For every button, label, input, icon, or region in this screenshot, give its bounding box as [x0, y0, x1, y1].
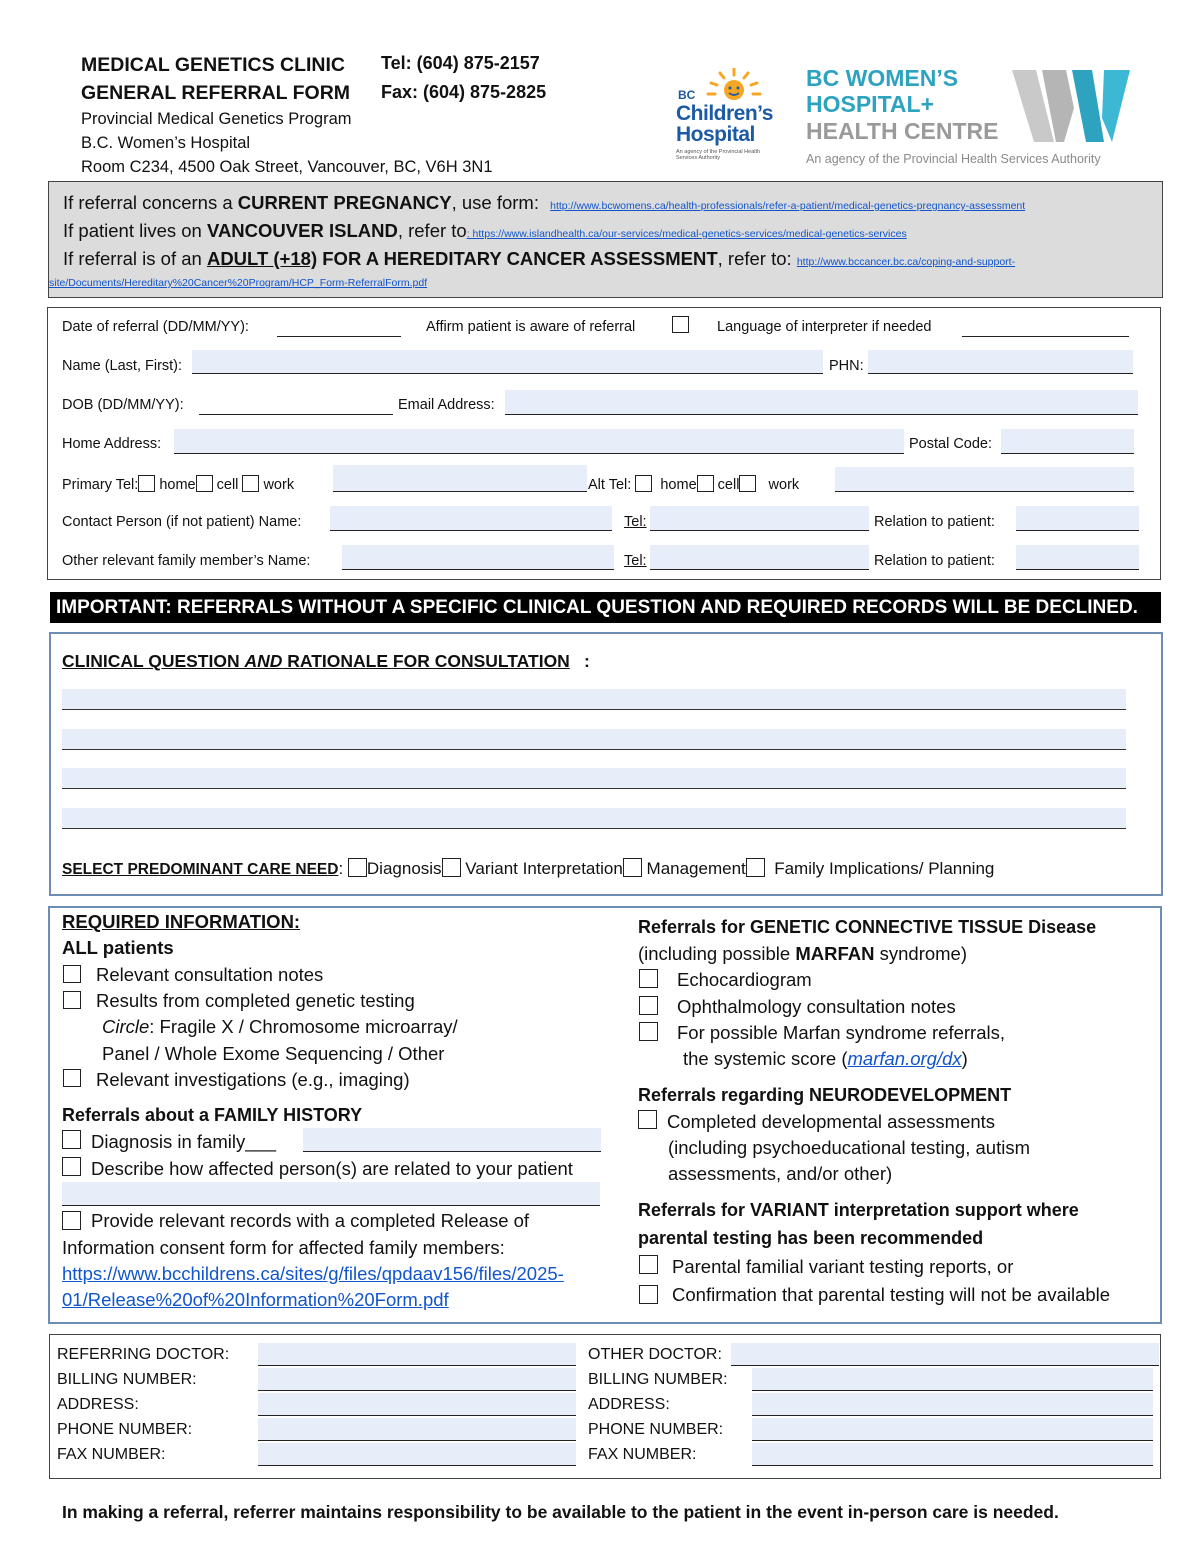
- alt-work-checkbox[interactable]: [739, 475, 756, 492]
- clinic-title: MEDICAL GENETICS CLINIC: [81, 54, 345, 76]
- clinical-question-colon: :: [584, 651, 590, 671]
- investigations-checkbox[interactable]: [63, 1069, 81, 1087]
- contact-relation-field[interactable]: [1016, 506, 1139, 531]
- bcch-name-1: Children’s: [676, 102, 773, 125]
- alt-cell-checkbox[interactable]: [697, 475, 714, 492]
- cancer-link-2[interactable]: site/Documents/Hereditary%20Cancer%20Program/HCP_Form-ReferralForm.pdf: [49, 277, 428, 289]
- management-checkbox[interactable]: [623, 858, 642, 877]
- email-label: Email Address:: [398, 397, 495, 413]
- primary-tel-label: Primary Tel:: [62, 477, 139, 493]
- echocardiogram-label: Echocardiogram: [677, 969, 812, 990]
- referring-fax-field[interactable]: [258, 1443, 576, 1466]
- alt-home-checkbox[interactable]: [635, 475, 652, 492]
- referring-phone-field[interactable]: [258, 1418, 576, 1441]
- bcch-name-2: Hospital: [676, 123, 755, 146]
- systemic-score-line: the systemic score (marfan.org/dx): [683, 1048, 968, 1069]
- family-relation-field[interactable]: [1016, 545, 1139, 570]
- other-fax-label: FAX NUMBER:: [588, 1446, 697, 1463]
- bcch-bc: BC: [678, 88, 696, 102]
- hospital-name: B.C. Women’s Hospital: [81, 134, 251, 152]
- other-address-field[interactable]: [752, 1393, 1153, 1416]
- other-billing-field[interactable]: [752, 1368, 1153, 1391]
- consultation-notes-label: Relevant consultation notes: [96, 964, 324, 985]
- clinic-fax: Fax: (604) 875-2825: [381, 82, 547, 102]
- name-label: Name (Last, First):: [62, 358, 183, 374]
- describe-relation-label: Describe how affected person(s) are related to your patient: [91, 1158, 573, 1179]
- referring-address-label: ADDRESS:: [57, 1396, 139, 1413]
- variant-interpretation-label: Variant Interpretation: [465, 859, 623, 878]
- parental-unavailable-label: Confirmation that parental testing will not be available: [672, 1284, 1111, 1305]
- other-billing-label: BILLING NUMBER:: [588, 1371, 728, 1388]
- bcch-subtitle: An agency of the Provincial Health Services Authority: [676, 149, 761, 161]
- bcw-line-3: HEALTH CENTRE: [806, 118, 999, 144]
- referring-phone-label: PHONE NUMBER:: [57, 1421, 193, 1438]
- alt-work-label: work: [768, 477, 800, 493]
- other-phone-field[interactable]: [752, 1418, 1153, 1441]
- bcw-w-mark-icon: [1012, 68, 1132, 144]
- family-member-label: Other relevant family member’s Name:: [62, 553, 311, 569]
- dob-field[interactable]: [199, 397, 393, 415]
- parental-reports-checkbox[interactable]: [639, 1255, 658, 1274]
- primary-home-checkbox[interactable]: [138, 475, 155, 492]
- alt-tel-row: [588, 475, 799, 493]
- sun-icon: [698, 68, 768, 102]
- cancer-link-1[interactable]: http://www.bccancer.bc.ca/coping-and-support-: [796, 256, 1016, 268]
- dob-label: DOB (DD/MM/YY):: [62, 397, 184, 413]
- developmental-label: Completed developmental assessments: [667, 1111, 996, 1132]
- email-field[interactable]: [505, 390, 1138, 415]
- bcch-logo: [676, 66, 796, 170]
- alt-home-label: home: [660, 477, 697, 493]
- contact-label: Contact Person (if not patient) Name:: [62, 514, 302, 530]
- contact-tel-label: Tel:: [624, 514, 647, 530]
- other-address-label: ADDRESS:: [588, 1396, 670, 1413]
- family-implications-checkbox[interactable]: [746, 858, 765, 877]
- bcw-line-1: BC WOMEN’S: [806, 65, 959, 91]
- affirm-label: Affirm patient is aware of referral: [426, 319, 636, 335]
- clinic-address: Room C234, 4500 Oak Street, Vancouver, BC, V6H 3N1: [81, 158, 493, 176]
- alt-tel-field[interactable]: [835, 467, 1134, 492]
- developmental-detail-1: (including psychoeducational testing, autism: [668, 1137, 1030, 1158]
- clinical-line-4[interactable]: [62, 808, 1126, 829]
- echocardiogram-checkbox[interactable]: [639, 969, 658, 988]
- family-implications-label: Family Implications/ Planning: [774, 859, 995, 878]
- referring-doctor-label: REFERRING DOCTOR:: [57, 1346, 230, 1363]
- family-history-title: Referrals about a FAMILY HISTORY: [62, 1105, 363, 1125]
- developmental-detail-2: assessments, and/or other): [668, 1163, 893, 1184]
- referring-doctor-field[interactable]: [258, 1343, 576, 1366]
- notice-box: [48, 181, 1163, 298]
- genetic-results-checkbox[interactable]: [63, 991, 81, 1009]
- other-doctor-field[interactable]: [731, 1343, 1159, 1366]
- marfan-score-checkbox[interactable]: [639, 1022, 658, 1041]
- clinical-line-2[interactable]: [62, 729, 1126, 750]
- referring-fax-label: FAX NUMBER:: [57, 1446, 166, 1463]
- home-address-field[interactable]: [174, 429, 904, 454]
- diagnosis-checkbox[interactable]: [348, 858, 367, 877]
- primary-cell-label: cell: [216, 477, 239, 493]
- contact-relation-label: Relation to patient:: [874, 514, 995, 530]
- care-need-label: SELECT PREDOMINANT CARE NEED: [62, 861, 339, 878]
- parental-reports-label: Parental familial variant testing reports, or: [672, 1256, 1014, 1277]
- marfan-subtitle: (including possible MARFAN syndrome): [638, 943, 968, 964]
- genetic-results-label: Results from completed genetic testing: [96, 990, 415, 1011]
- postal-field[interactable]: [1001, 429, 1134, 454]
- primary-cell-checkbox[interactable]: [196, 475, 213, 492]
- connective-tissue-title: Referrals for GENETIC CONNECTIVE TISSUE Disease: [638, 917, 1097, 937]
- interpreter-label: Language of interpreter if needed: [717, 319, 932, 335]
- variant-interpretation-checkbox[interactable]: [442, 858, 461, 877]
- neurodevelopment-title: Referrals regarding NEURODEVELOPMENT: [638, 1085, 1012, 1105]
- contact-tel-field[interactable]: [650, 506, 869, 531]
- circle-options-1: Circle: Fragile X / Chromosome microarray/: [102, 1016, 458, 1037]
- primary-tel-row: [62, 475, 294, 493]
- diagnosis-in-family-field[interactable]: [303, 1128, 601, 1152]
- parental-unavailable-checkbox[interactable]: [639, 1285, 658, 1304]
- consultation-notes-checkbox[interactable]: [63, 965, 81, 983]
- phn-label: PHN:: [829, 358, 864, 374]
- release-form-link-1[interactable]: https://www.bcchildrens.ca/sites/g/files/qpdaav156/files/2025-: [62, 1263, 564, 1284]
- ophthalmology-label: Ophthalmology consultation notes: [677, 996, 956, 1017]
- referring-address-field[interactable]: [258, 1393, 576, 1416]
- phn-field[interactable]: [868, 350, 1133, 374]
- notice-pregnancy: If referral concerns a CURRENT PREGNANCY, use form: http://www.bcwomens.ca/health-professionals/refer-a-patient/medical-genetics-pregnancy-assessment: [63, 192, 1026, 213]
- family-tel-label: Tel:: [624, 553, 647, 569]
- referring-billing-field[interactable]: [258, 1368, 576, 1391]
- family-tel-field[interactable]: [650, 545, 869, 570]
- notice-cancer: If referral is of an ADULT (+18) FOR A HEREDITARY CANCER ASSESSMENT, refer to: http://www.bccancer.bc.ca/coping-and-support-: [63, 248, 1016, 269]
- clinical-question-title: CLINICAL QUESTION AND RATIONALE FOR CONSULTATION: [62, 651, 570, 671]
- important-banner: IMPORTANT: REFERRALS WITHOUT A SPECIFIC CLINICAL QUESTION AND REQUIRED RECORDS WILL BE DECLINED.: [50, 592, 1161, 623]
- form-title: GENERAL REFERRAL FORM: [81, 82, 351, 104]
- referring-billing-label: BILLING NUMBER:: [57, 1371, 197, 1388]
- developmental-checkbox[interactable]: [638, 1110, 657, 1129]
- required-title: REQUIRED INFORMATION:: [62, 911, 301, 932]
- date-label: Date of referral (DD/MM/YY):: [62, 319, 249, 335]
- other-phone-label: PHONE NUMBER:: [588, 1421, 724, 1438]
- alt-cell-label: cell: [717, 477, 740, 493]
- other-doctor-label: OTHER DOCTOR:: [588, 1346, 722, 1363]
- primary-tel-field[interactable]: [333, 465, 587, 492]
- other-fax-field[interactable]: [752, 1443, 1153, 1466]
- family-member-name-field[interactable]: [342, 545, 614, 570]
- pregnancy-link[interactable]: http://www.bcwomens.ca/health-professionals/refer-a-patient/medical-genetics-pregnancy-assessment: [550, 200, 1026, 212]
- bcw-subtitle: An agency of the Provincial Health Services Authority: [806, 152, 1101, 166]
- care-need-row: SELECT PREDOMINANT CARE NEED: Diagnosis Variant Interpretation Management Family Implications/ Planning: [62, 859, 995, 878]
- contact-name-field[interactable]: [330, 506, 612, 531]
- clinical-line-3[interactable]: [62, 768, 1126, 789]
- diagnosis-in-family-checkbox[interactable]: [62, 1130, 81, 1149]
- variant-title-1: Referrals for VARIANT interpretation support where: [638, 1200, 1079, 1220]
- primary-work-checkbox[interactable]: [242, 475, 259, 492]
- all-patients-title: ALL patients: [62, 937, 174, 958]
- family-relation-label: Relation to patient:: [874, 553, 995, 569]
- date-field[interactable]: [277, 319, 401, 337]
- marfan-score-label: For possible Marfan syndrome referrals,: [677, 1022, 1005, 1043]
- clinical-line-1[interactable]: [62, 689, 1126, 710]
- release-records-label-1: Provide relevant records with a completed Release of: [91, 1210, 530, 1231]
- alt-tel-label: Alt Tel:: [588, 477, 632, 493]
- primary-home-label: home: [159, 477, 196, 493]
- footer-statement: In making a referral, referrer maintains responsibility to be available to the patient in the event in-person care is needed.: [62, 1502, 1059, 1522]
- interpreter-field[interactable]: [962, 319, 1129, 337]
- describe-relation-checkbox[interactable]: [62, 1157, 81, 1176]
- variant-title-2: parental testing has been recommended: [638, 1228, 984, 1248]
- name-field[interactable]: [192, 350, 823, 374]
- management-label: Management: [646, 859, 746, 878]
- notice-island: If patient lives on VANCOUVER ISLAND, refer to: https://www.islandhealth.ca/our-services/medical-genetics-services/medical-genetics-services: [63, 220, 907, 241]
- circle-options-2: Panel / Whole Exome Sequencing / Other: [102, 1043, 445, 1064]
- investigations-label: Relevant investigations (e.g., imaging): [96, 1069, 410, 1090]
- diagnosis-in-family-label: Diagnosis in family___: [91, 1131, 277, 1152]
- marfan-link[interactable]: marfan.org/dx: [847, 1048, 962, 1069]
- ophthalmology-checkbox[interactable]: [639, 996, 658, 1015]
- island-link[interactable]: : https://www.islandhealth.ca/our-services/medical-genetics-services/medical-genetics-services: [466, 228, 907, 240]
- clinic-tel: Tel: (604) 875-2157: [381, 53, 540, 73]
- affirm-checkbox[interactable]: [672, 316, 689, 333]
- describe-relation-field[interactable]: [62, 1182, 600, 1206]
- primary-work-label: work: [263, 477, 295, 493]
- diagnosis-label: Diagnosis: [366, 859, 442, 878]
- release-records-checkbox[interactable]: [62, 1211, 81, 1230]
- release-records-label-2: Information consent form for affected family members:: [62, 1237, 505, 1258]
- bcw-line-2: HOSPITAL+: [806, 91, 935, 117]
- release-form-link-2[interactable]: 01/Release%20of%20Information%20Form.pdf: [62, 1289, 449, 1310]
- postal-label: Postal Code:: [909, 436, 993, 452]
- program-name: Provincial Medical Genetics Program: [81, 110, 352, 128]
- home-address-label: Home Address:: [62, 436, 162, 452]
